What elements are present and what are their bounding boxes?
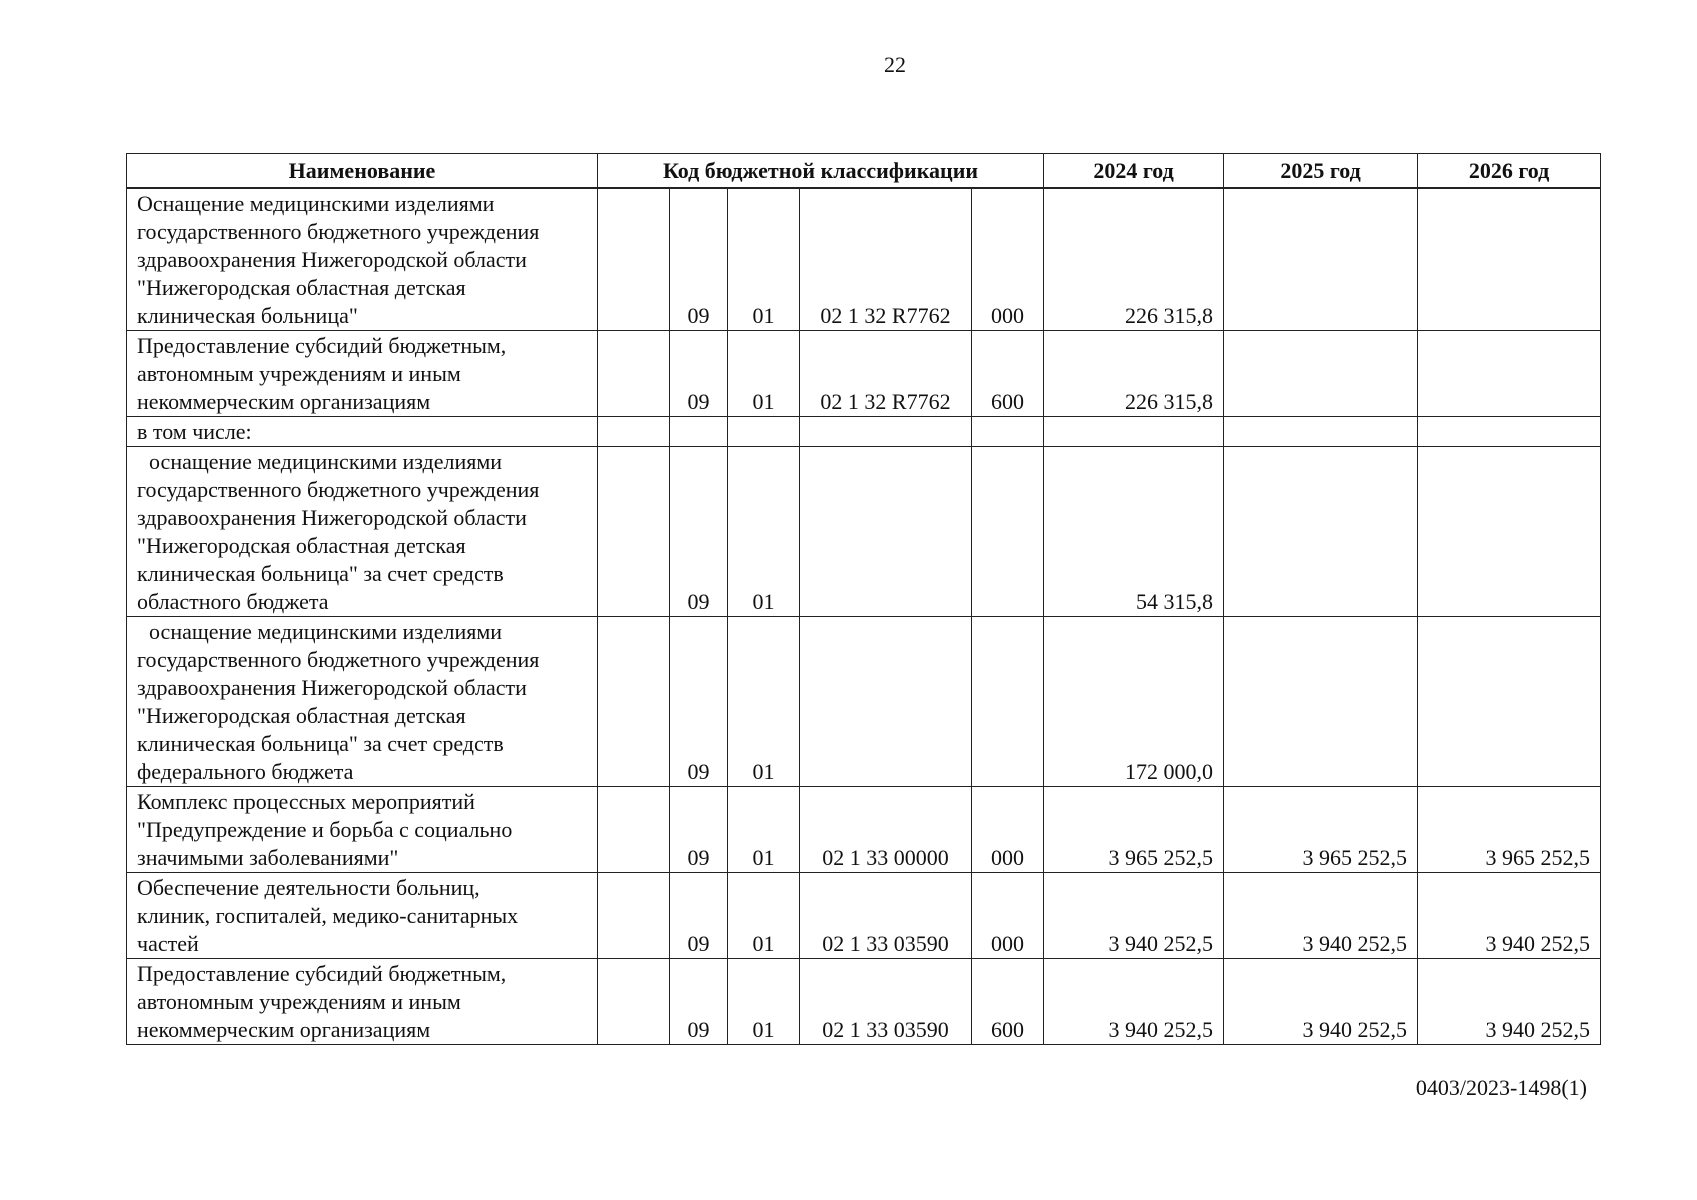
row-name-line: Предоставление субсидий бюджетным, [137, 961, 507, 986]
value-2026-cell [1418, 447, 1601, 617]
code-section-cell [598, 447, 670, 617]
table-row [127, 873, 1601, 959]
code-subsection-cell: 01 [728, 873, 800, 959]
value-2026-cell [1418, 331, 1601, 417]
value-2024-cell: 54 315,8 [1044, 447, 1224, 617]
row-name-line: федерального бюджета [137, 759, 354, 784]
value-2025-cell [1224, 417, 1418, 447]
code-target-article-cell [800, 617, 972, 787]
row-name-line: здравоохранения Нижегородской области [137, 505, 527, 530]
row-name-cell [127, 959, 598, 1045]
row-name-line: значимыми заболеваниями" [137, 845, 399, 870]
row-name-line: "Нижегородская областная детская [137, 703, 466, 728]
code-subsection-cell [728, 417, 800, 447]
value-2026-cell: 3 940 252,5 [1418, 959, 1601, 1045]
row-name-line: Комплекс процессных мероприятий [137, 789, 475, 814]
code-chapter-cell: 09 [670, 188, 728, 331]
header-2026: 2026 год [1418, 154, 1601, 189]
budget-table [126, 153, 1601, 1045]
row-name-line: здравоохранения Нижегородской области [137, 247, 527, 272]
code-section-cell [598, 188, 670, 331]
value-2024-cell [1044, 417, 1224, 447]
value-2024-cell: 226 315,8 [1044, 188, 1224, 331]
row-name-line: клиническая больница" [137, 303, 358, 328]
code-subsection-cell: 01 [728, 959, 800, 1045]
value-2026-cell [1418, 617, 1601, 787]
value-2024-cell: 3 940 252,5 [1044, 959, 1224, 1045]
code-subsection-cell: 01 [728, 188, 800, 331]
row-name-line: автономным учреждениям и иным [137, 361, 461, 386]
table-row [127, 617, 1601, 787]
table-row [127, 959, 1601, 1045]
row-name-cell [127, 617, 598, 787]
row-name-line: некоммерческим организациям [137, 389, 431, 414]
row-name-cell [127, 331, 598, 417]
code-expense-type-cell: 600 [972, 331, 1044, 417]
row-name-line: государственного бюджетного учреждения [137, 647, 540, 672]
value-2025-cell: 3 965 252,5 [1224, 787, 1418, 873]
row-name-line: государственного бюджетного учреждения [137, 477, 540, 502]
table-row [127, 447, 1601, 617]
code-section-cell [598, 617, 670, 787]
value-2024-cell: 226 315,8 [1044, 331, 1224, 417]
page-number: 22 [884, 52, 906, 77]
code-chapter-cell: 09 [670, 617, 728, 787]
document-code: 0403/2023-1498(1) [1415, 1075, 1587, 1100]
code-target-article-cell: 02 1 33 00000 [800, 787, 972, 873]
value-2026-cell [1418, 417, 1601, 447]
table-header-row [127, 154, 1601, 189]
row-name-cell [127, 873, 598, 959]
code-section-cell [598, 959, 670, 1045]
code-expense-type-cell: 000 [972, 188, 1044, 331]
table-row [127, 417, 1601, 447]
table-row [127, 188, 1601, 331]
code-section-cell [598, 331, 670, 417]
value-2025-cell [1224, 188, 1418, 331]
row-name-line: "Предупреждение и борьба с социально [137, 817, 513, 842]
header-budget-code: Код бюджетной классификации [598, 154, 1044, 189]
row-name-line: некоммерческим организациям [137, 1017, 431, 1042]
value-2026-cell: 3 965 252,5 [1418, 787, 1601, 873]
code-chapter-cell: 09 [670, 787, 728, 873]
row-name-line: частей [137, 931, 199, 956]
row-name-line: Обеспечение деятельности больниц, [137, 875, 480, 900]
code-target-article-cell [800, 417, 972, 447]
row-name-cell [127, 188, 598, 331]
code-chapter-cell [670, 417, 728, 447]
code-expense-type-cell [972, 417, 1044, 447]
row-name-line: автономным учреждениям и иным [137, 989, 461, 1014]
code-target-article-cell: 02 1 32 R7762 [800, 331, 972, 417]
row-name-line: областного бюджета [137, 589, 329, 614]
header-2025: 2025 год [1224, 154, 1418, 189]
header-name: Наименование [127, 154, 598, 189]
value-2024-cell: 3 940 252,5 [1044, 873, 1224, 959]
code-subsection-cell: 01 [728, 787, 800, 873]
value-2025-cell [1224, 447, 1418, 617]
row-name-line: оснащение медицинскими изделиями [149, 449, 503, 474]
row-name-cell [127, 417, 598, 447]
value-2025-cell: 3 940 252,5 [1224, 959, 1418, 1045]
row-name-line: здравоохранения Нижегородской области [137, 675, 527, 700]
row-name-line: "Нижегородская областная детская [137, 275, 466, 300]
row-name-line: Оснащение медицинскими изделиями [137, 191, 495, 216]
code-section-cell [598, 873, 670, 959]
header-2024: 2024 год [1044, 154, 1224, 189]
value-2024-cell: 3 965 252,5 [1044, 787, 1224, 873]
code-section-cell [598, 787, 670, 873]
value-2026-cell: 3 940 252,5 [1418, 873, 1601, 959]
code-subsection-cell: 01 [728, 447, 800, 617]
code-expense-type-cell: 600 [972, 959, 1044, 1045]
code-expense-type-cell [972, 447, 1044, 617]
value-2024-cell: 172 000,0 [1044, 617, 1224, 787]
value-2025-cell [1224, 331, 1418, 417]
row-name-line: Предоставление субсидий бюджетным, [137, 333, 507, 358]
table-row [127, 331, 1601, 417]
row-name-line: оснащение медицинскими изделиями [149, 619, 503, 644]
code-target-article-cell: 02 1 33 03590 [800, 959, 972, 1045]
row-name-line: "Нижегородская областная детская [137, 533, 466, 558]
code-target-article-cell [800, 447, 972, 617]
value-2026-cell [1418, 188, 1601, 331]
code-section-cell [598, 417, 670, 447]
code-chapter-cell: 09 [670, 873, 728, 959]
code-expense-type-cell: 000 [972, 787, 1044, 873]
code-subsection-cell: 01 [728, 617, 800, 787]
row-name-cell [127, 447, 598, 617]
code-target-article-cell: 02 1 33 03590 [800, 873, 972, 959]
code-expense-type-cell: 000 [972, 873, 1044, 959]
value-2025-cell: 3 940 252,5 [1224, 873, 1418, 959]
table-body [127, 188, 1601, 1045]
row-name-line: в том числе: [137, 419, 252, 444]
code-expense-type-cell [972, 617, 1044, 787]
row-name-line: клиническая больница" за счет средств [137, 561, 504, 586]
row-name-line: государственного бюджетного учреждения [137, 219, 540, 244]
value-2025-cell [1224, 617, 1418, 787]
code-subsection-cell: 01 [728, 331, 800, 417]
row-name-line: клиническая больница" за счет средств [137, 731, 504, 756]
row-name-cell [127, 787, 598, 873]
code-chapter-cell: 09 [670, 447, 728, 617]
code-target-article-cell: 02 1 32 R7762 [800, 188, 972, 331]
code-chapter-cell: 09 [670, 331, 728, 417]
row-name-line: клиник, госпиталей, медико-санитарных [137, 903, 519, 928]
table-row [127, 787, 1601, 873]
code-chapter-cell: 09 [670, 959, 728, 1045]
